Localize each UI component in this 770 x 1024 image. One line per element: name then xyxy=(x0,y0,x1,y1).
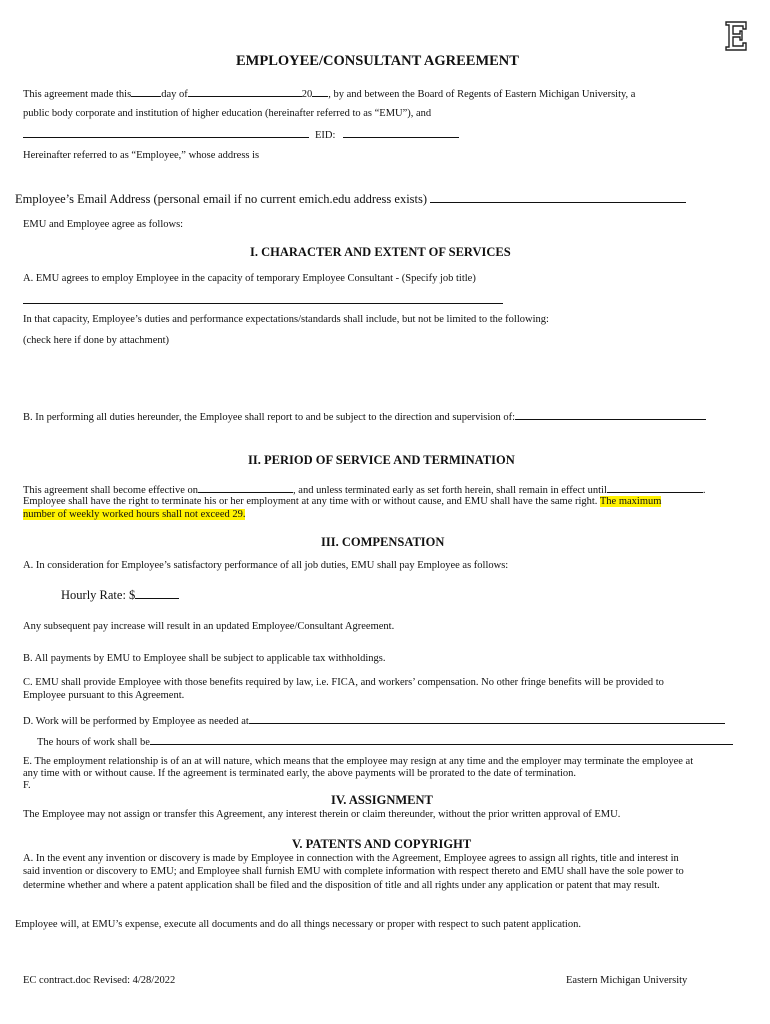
section-5-heading: V. PATENTS AND COPYRIGHT xyxy=(292,837,472,851)
patent-expense-text: Employee will, at EMU’s expense, execute all documents and do all things necessary or proper with respect to such patent application. xyxy=(15,919,581,930)
section-3-b: B. All payments by EMU to Employee shall be subject to applicable tax withholdings. xyxy=(23,653,386,664)
section-1-a: A. EMU agrees to employ Employee in the capacity of temporary Employee Consultant - (Specify job title) xyxy=(23,273,476,284)
section-1-b: B. In performing all duties hereunder, the Employee shall report to and be subject to the direction and supervision of: xyxy=(23,409,706,424)
hours-of-work-field[interactable] xyxy=(150,734,733,745)
supervisor-field[interactable] xyxy=(515,409,706,420)
section-5-a-1: A. In the event any invention or discovery is made by Employee in connection with the Agreement, Employee agrees to assign all rights, title and interest in xyxy=(23,853,679,864)
section-4-heading: IV. ASSIGNMENT xyxy=(331,793,433,807)
section-2-heading: II. PERIOD OF SERVICE AND TERMINATION xyxy=(248,453,515,467)
hourly-rate-line: Hourly Rate: $ xyxy=(61,588,179,603)
start-date-field[interactable] xyxy=(198,482,293,493)
section-3-e-2: any time with or without cause. If the agreement is terminated early, the above payments will be prorated to the date of termination. xyxy=(23,768,577,779)
section-1-heading: I. CHARACTER AND EXTENT OF SERVICES xyxy=(250,245,511,259)
capacity-text: In that capacity, Employee’s duties and performance expectations/standards shall include, but not be limited to the following: xyxy=(23,314,549,325)
section-3-c-2: Employee pursuant to this Agreement. xyxy=(23,690,185,701)
section-3-heading: III. COMPENSATION xyxy=(321,535,445,549)
attachment-check-text: (check here if done by attachment) xyxy=(23,335,170,346)
section-4-text: The Employee may not assign or transfer this Agreement, any interest therein or claim thereunder, without the prior written approval of EMU. xyxy=(23,809,621,820)
email-field[interactable] xyxy=(430,192,686,203)
work-location-field[interactable] xyxy=(249,713,725,724)
section-3-a: A. In consideration for Employee’s satisfactory performance of all job duties, EMU shall pay Employee as follows: xyxy=(23,560,509,571)
email-line: Employee’s Email Address (personal email if no current emich.edu address exists) xyxy=(15,192,686,207)
intro-line-2: public body corporate and institution of higher education (hereinafter referred to as “EMU”), and xyxy=(23,108,432,119)
emu-logo-icon xyxy=(724,20,748,52)
job-title-field[interactable] xyxy=(23,303,503,304)
hours-of-work-line: The hours of work shall be xyxy=(37,734,733,749)
document-title: EMPLOYEE/CONSULTANT AGREEMENT xyxy=(236,53,519,69)
agree-text: EMU and Employee agree as follows: xyxy=(23,219,184,230)
section-3-c-1: C. EMU shall provide Employee with those benefits required by law, i.e. FICA, and workers’ compensation. No other fringe benefits will be provided to xyxy=(23,677,664,688)
employee-name-field[interactable] xyxy=(23,127,309,138)
hourly-rate-field[interactable] xyxy=(135,588,179,599)
section-5-a-3: determine whether and where a patent application shall be filed and the disposition of title and all rights under any application or patent that may result. xyxy=(23,880,660,891)
section-5-a-2: said invention or discovery to EMU; and Employee shall furnish EMU with complete information with respect thereto and EMU shall have the sole power to xyxy=(23,866,684,877)
section-3-e-1: E. The employment relationship is of an at will nature, which means that the employee may resign at any time and the employer may terminate the employee at xyxy=(23,756,694,767)
footer-university: Eastern Michigan University xyxy=(566,975,688,986)
employee-name-eid-line: EID: xyxy=(23,127,459,142)
section-3-f: F. xyxy=(23,780,31,791)
end-date-field[interactable] xyxy=(607,482,703,493)
footer-revision: EC contract.doc Revised: 4/28/2022 xyxy=(23,975,176,986)
address-label: Hereinafter referred to as “Employee,” whose address is xyxy=(23,150,260,161)
termination-line: Employee shall have the right to terminate his or her employment at any time with or without cause, and EMU shall have the same right. The maximum xyxy=(23,496,662,507)
eid-field[interactable] xyxy=(343,127,459,138)
section-3-d: D. Work will be performed by Employee as needed at xyxy=(23,713,725,728)
intro-line-1: This agreement made this day of 20 , by and between the Board of Regents of Eastern Michigan University, a xyxy=(23,86,635,101)
max-hours-line: number of weekly worked hours shall not exceed 29. xyxy=(23,509,246,520)
subsequent-increase-text: Any subsequent pay increase will result in an updated Employee/Consultant Agreement. xyxy=(23,621,395,632)
effective-line: This agreement shall become effective on , and unless terminated early as set forth herein, shall remain in effect until . xyxy=(23,482,705,497)
